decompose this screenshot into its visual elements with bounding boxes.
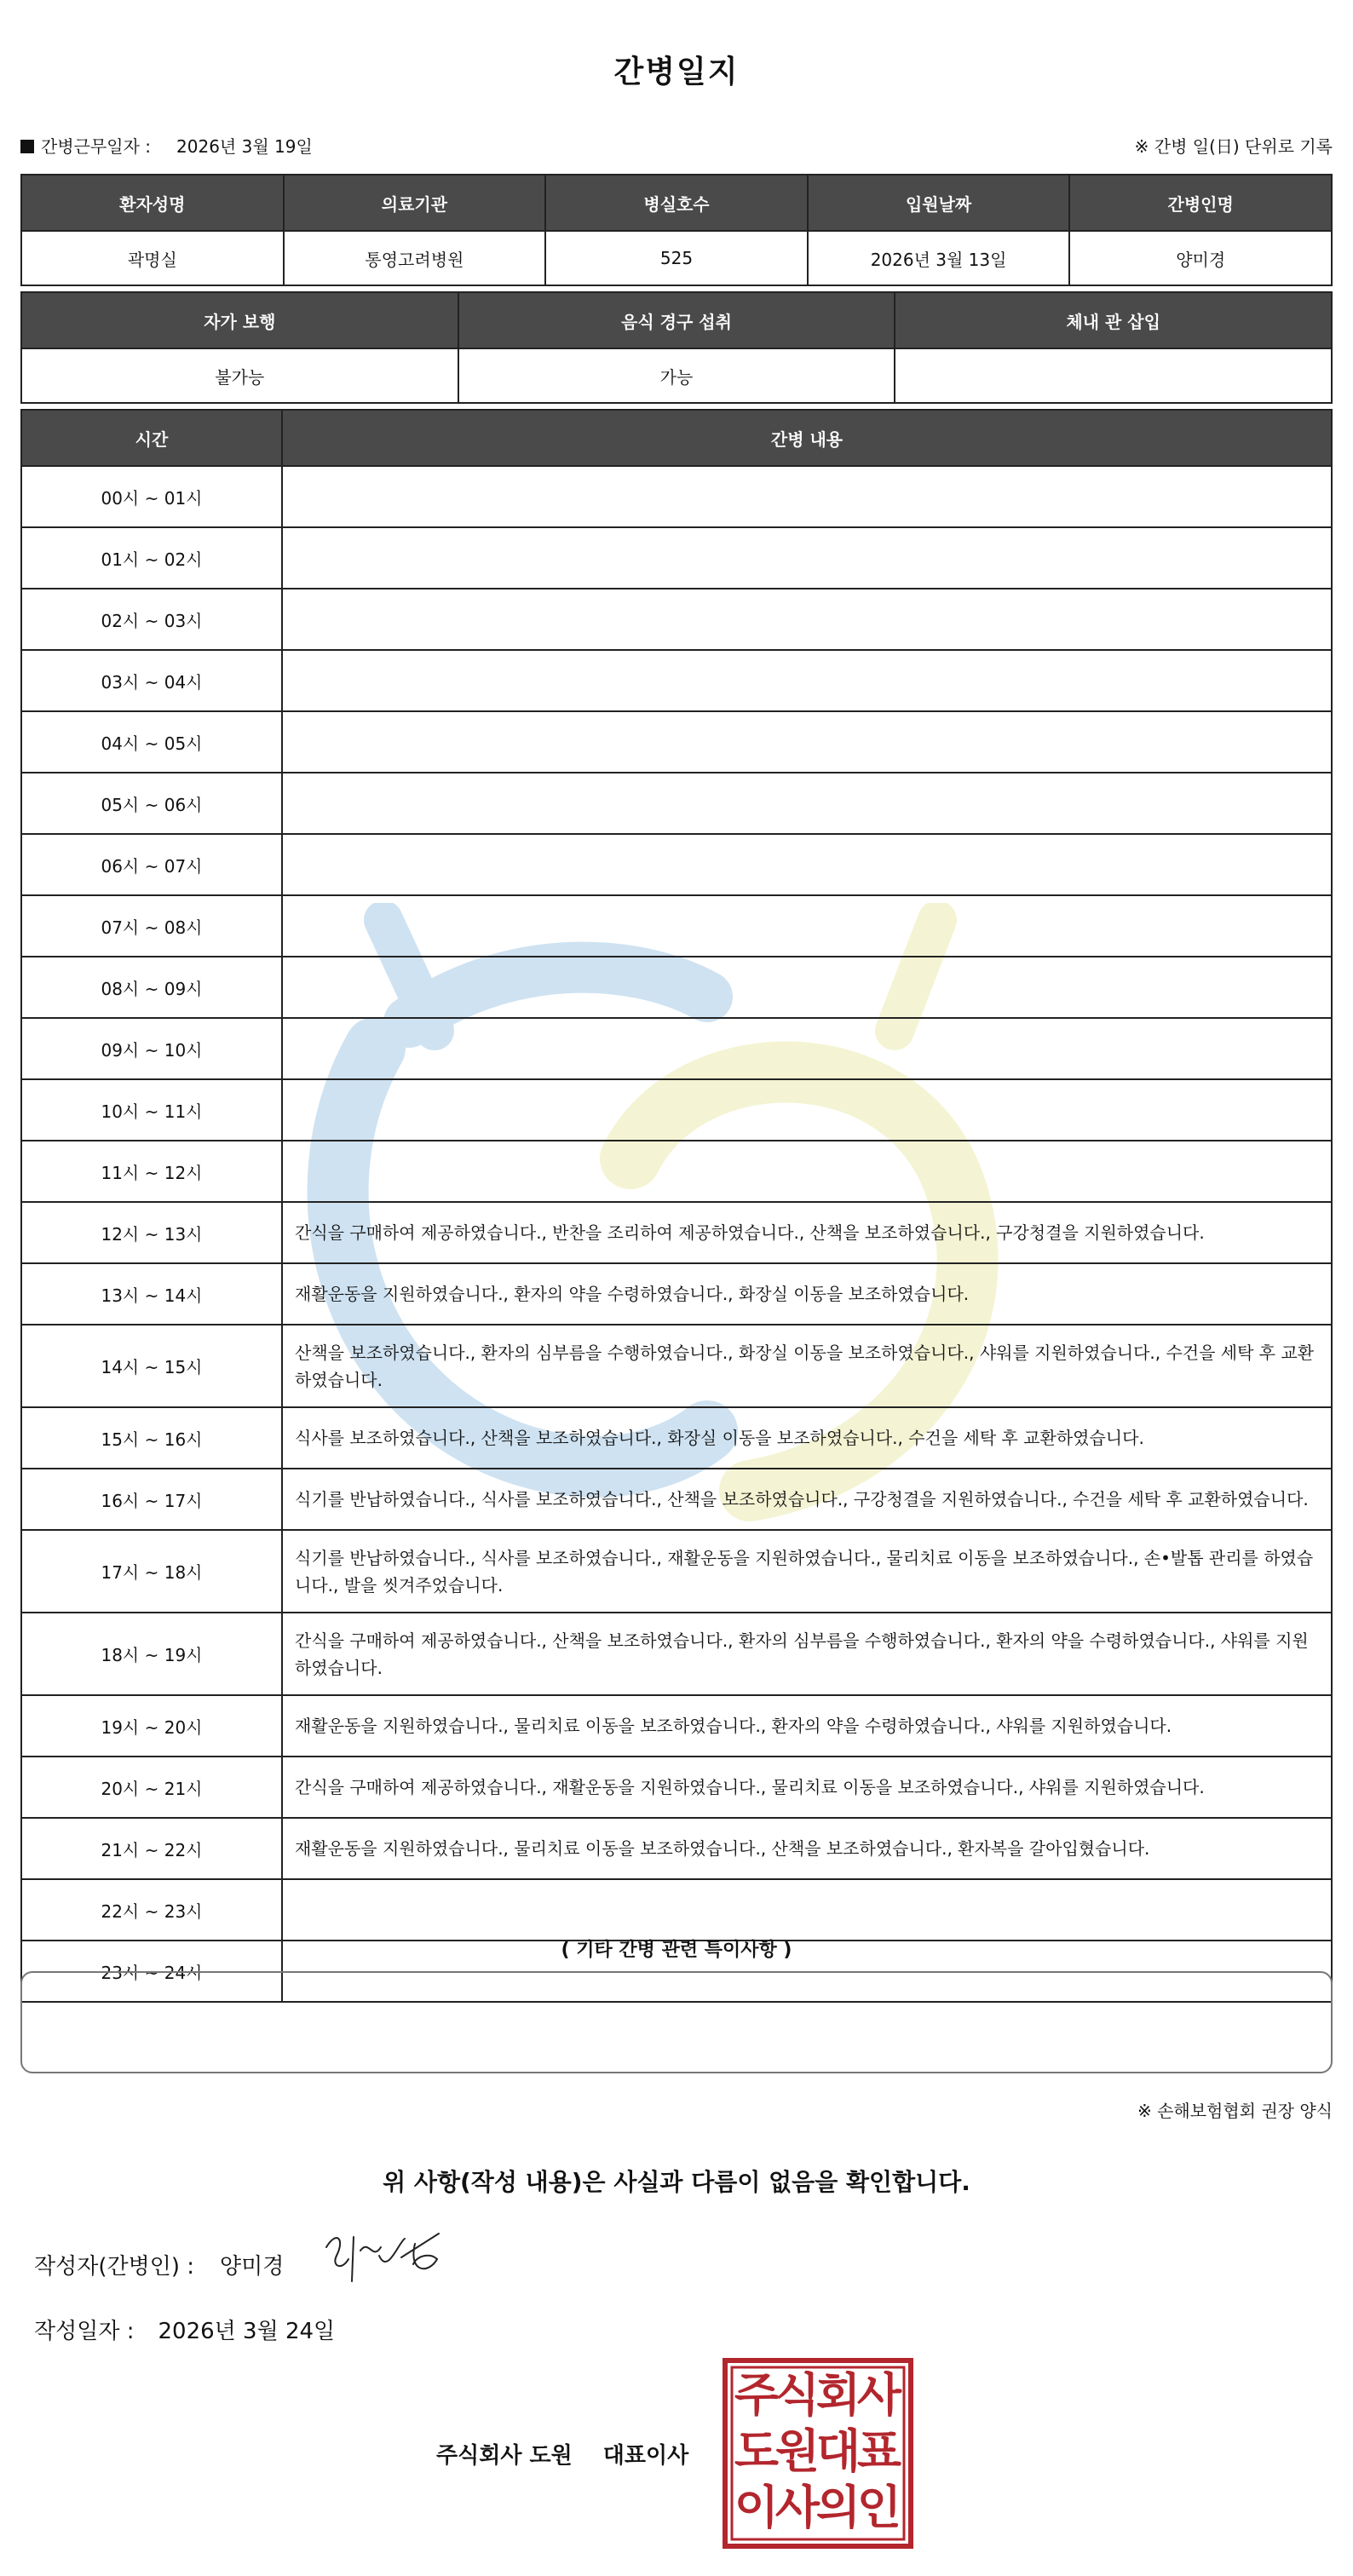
work-date-value: 2026년 3월 19일 xyxy=(176,136,313,157)
log-row xyxy=(21,1818,1332,1879)
confirmation-statement: 위 사항(작성 내용)은 사실과 다름이 없음을 확인합니다. xyxy=(383,2168,970,2196)
patient-header-admission: 입원날짜 xyxy=(808,175,1070,231)
handwritten-signature xyxy=(320,2222,447,2290)
patient-header-room: 병실호수 xyxy=(545,175,808,231)
log-row xyxy=(21,1879,1332,1941)
log-time-cell: 17시 ~ 18시 xyxy=(21,1530,282,1613)
log-row xyxy=(21,834,1332,895)
log-content-cell: 산책을 보조하였습니다., 환자의 심부름을 수행하였습니다., 화장실 이동을 보조하였습니다., 샤워를 지원하였습니다., 수건을 세탁 후 교환하였습니다. xyxy=(282,1325,1332,1407)
status-header-walking: 자가 보행 xyxy=(21,292,458,348)
log-content-cell xyxy=(282,834,1332,895)
log-row xyxy=(21,1530,1332,1613)
status-header-tube: 체내 관 삽입 xyxy=(895,292,1332,348)
log-time-cell: 09시 ~ 10시 xyxy=(21,1018,282,1079)
log-content-cell: 간식을 구매하여 제공하였습니다., 재활운동을 지원하였습니다., 물리치료 이동을 보조하였습니다., 샤워를 지원하였습니다. xyxy=(282,1757,1332,1818)
log-time-cell: 19시 ~ 20시 xyxy=(21,1695,282,1757)
hospital-value: 통영고려병원 xyxy=(284,231,546,285)
log-time-cell: 21시 ~ 22시 xyxy=(21,1818,282,1879)
status-header-row xyxy=(21,292,1332,348)
log-row xyxy=(21,527,1332,589)
patient-name-value: 곽명실 xyxy=(21,231,284,285)
log-content-cell: 재활운동을 지원하였습니다., 물리치료 이동을 보조하였습니다., 산책을 보조하였습니다., 환자복을 갈아입혔습니다. xyxy=(282,1818,1332,1879)
log-time-cell: 14시 ~ 15시 xyxy=(21,1325,282,1407)
log-time-cell: 22시 ~ 23시 xyxy=(21,1879,282,1941)
seal-character: 사 xyxy=(856,2368,902,2422)
log-content-cell: 간식을 구매하여 제공하였습니다., 산책을 보조하였습니다., 환자의 심부름을 수행하였습니다., 환자의 약을 수령하였습니다., 샤워를 지원하였습니다. xyxy=(282,1613,1332,1695)
log-row xyxy=(21,1407,1332,1469)
log-time-cell: 03시 ~ 04시 xyxy=(21,650,282,711)
log-row xyxy=(21,589,1332,650)
log-header-row xyxy=(21,410,1332,466)
log-row xyxy=(21,1141,1332,1202)
log-content-cell xyxy=(282,650,1332,711)
log-header-time: 시간 xyxy=(21,410,282,466)
written-date-label: 작성일자 : xyxy=(34,2319,135,2344)
log-time-cell: 18시 ~ 19시 xyxy=(21,1613,282,1695)
room-number-value: 525 xyxy=(545,231,808,285)
log-time-cell: 13시 ~ 14시 xyxy=(21,1263,282,1325)
log-time-cell: 06시 ~ 07시 xyxy=(21,834,282,895)
log-row xyxy=(21,1202,1332,1263)
company-signature-line xyxy=(436,2438,688,2470)
log-row xyxy=(21,773,1332,834)
seal-character: 인 xyxy=(856,2481,902,2534)
seal-character: 대 xyxy=(815,2424,861,2478)
log-content-cell: 식기를 반납하였습니다., 식사를 보조하였습니다., 산책을 보조하였습니다., 구강청결을 지원하였습니다., 수건을 세탁 후 교환하였습니다. xyxy=(282,1469,1332,1530)
status-header-oral-intake: 음식 경구 섭취 xyxy=(458,292,895,348)
seal-character: 사 xyxy=(774,2481,820,2534)
written-date-line xyxy=(34,2314,335,2345)
patient-header-hospital: 의료기관 xyxy=(284,175,546,231)
log-row xyxy=(21,650,1332,711)
patient-header-caregiver: 간병인명 xyxy=(1069,175,1332,231)
log-row xyxy=(21,895,1332,957)
log-row xyxy=(21,1757,1332,1818)
square-bullet-icon xyxy=(20,140,34,153)
log-row xyxy=(21,1079,1332,1141)
log-time-cell: 10시 ~ 11시 xyxy=(21,1079,282,1141)
log-content-cell xyxy=(282,527,1332,589)
record-unit-note: ※ 간병 일(日) 단위로 기록 xyxy=(1134,136,1333,157)
log-time-cell: 11시 ~ 12시 xyxy=(21,1141,282,1202)
remarks-title: ( 기타 간병 관련 특이사항 ) xyxy=(561,1940,792,1961)
log-content-cell xyxy=(282,957,1332,1018)
form-source-note: ※ 손해보험협회 권장 양식 xyxy=(1137,2101,1333,2121)
log-row xyxy=(21,1018,1332,1079)
log-row xyxy=(21,1695,1332,1757)
document-title: 간병일지 xyxy=(613,55,740,89)
log-content-cell: 식기를 반납하였습니다., 식사를 보조하였습니다., 재활운동을 지원하였습니다., 물리치료 이동을 보조하였습니다., 손•발톱 관리를 하였습니다., 발을 씻겨주었습니다. xyxy=(282,1530,1332,1613)
log-content-cell xyxy=(282,1141,1332,1202)
status-value-row xyxy=(21,348,1332,403)
seal-character: 회 xyxy=(815,2368,861,2422)
seal-character: 도 xyxy=(734,2424,780,2478)
log-time-cell: 00시 ~ 01시 xyxy=(21,466,282,527)
seal-character: 주 xyxy=(734,2368,780,2422)
log-content-cell xyxy=(282,895,1332,957)
log-content-cell xyxy=(282,1018,1332,1079)
log-time-cell: 07시 ~ 08시 xyxy=(21,895,282,957)
writer-name: 양미경 xyxy=(220,2254,285,2280)
log-time-cell: 15시 ~ 16시 xyxy=(21,1407,282,1469)
oral-intake-value: 가능 xyxy=(458,348,895,403)
log-row xyxy=(21,1325,1332,1407)
seal-character: 표 xyxy=(856,2424,902,2478)
log-row xyxy=(21,466,1332,527)
company-seal-stamp xyxy=(723,2358,913,2549)
log-content-cell: 재활운동을 지원하였습니다., 환자의 약을 수령하였습니다., 화장실 이동을 보조하였습니다. xyxy=(282,1263,1332,1325)
log-content-cell: 간식을 구매하여 제공하였습니다., 반찬을 조리하여 제공하였습니다., 산책을 보조하였습니다., 구강청결을 지원하였습니다. xyxy=(282,1202,1332,1263)
log-content-cell xyxy=(282,466,1332,527)
patient-status-table xyxy=(20,291,1333,404)
log-row xyxy=(21,711,1332,773)
log-time-cell: 23시 ~ 24시 xyxy=(21,1941,282,2002)
seal-character: 의 xyxy=(815,2481,861,2534)
written-date-value: 2026년 3월 24일 xyxy=(158,2319,336,2344)
log-content-cell xyxy=(282,1079,1332,1141)
log-time-cell: 20시 ~ 21시 xyxy=(21,1757,282,1818)
log-time-cell: 08시 ~ 09시 xyxy=(21,957,282,1018)
seal-lettering xyxy=(734,2368,902,2534)
seal-character: 이 xyxy=(734,2481,780,2534)
log-content-cell xyxy=(282,589,1332,650)
admission-date-value: 2026년 3월 13일 xyxy=(808,231,1070,285)
log-time-cell: 04시 ~ 05시 xyxy=(21,711,282,773)
caregiver-name-value: 양미경 xyxy=(1069,231,1332,285)
log-row xyxy=(21,1469,1332,1530)
log-content-cell xyxy=(282,773,1332,834)
log-time-cell: 05시 ~ 06시 xyxy=(21,773,282,834)
patient-info-table xyxy=(20,174,1333,286)
log-content-cell: 재활운동을 지원하였습니다., 물리치료 이동을 보조하였습니다., 환자의 약을 수령하였습니다., 샤워를 지원하였습니다. xyxy=(282,1695,1332,1757)
seal-character: 원 xyxy=(774,2424,820,2478)
log-body xyxy=(21,466,1332,2002)
patient-header-row xyxy=(21,175,1332,231)
log-row xyxy=(21,1263,1332,1325)
log-time-cell: 02시 ~ 03시 xyxy=(21,589,282,650)
work-date-label: 간병근무일자 : xyxy=(41,136,152,157)
seal-character: 식 xyxy=(774,2368,820,2422)
writer-label: 작성자(간병인) : xyxy=(34,2254,195,2280)
walking-value: 불가능 xyxy=(21,348,458,403)
log-time-cell: 16시 ~ 17시 xyxy=(21,1469,282,1530)
log-time-cell: 01시 ~ 02시 xyxy=(21,527,282,589)
patient-value-row xyxy=(21,231,1332,285)
writer-line xyxy=(34,2249,284,2280)
work-date-line xyxy=(20,133,313,158)
company-ceo-title: 대표이사 xyxy=(602,2443,689,2469)
log-row xyxy=(21,1613,1332,1695)
log-content-cell xyxy=(282,711,1332,773)
log-content-cell: 식사를 보조하였습니다., 산책을 보조하였습니다., 화장실 이동을 보조하였습니다., 수건을 세탁 후 교환하였습니다. xyxy=(282,1407,1332,1469)
remarks-box xyxy=(20,1971,1333,2073)
company-name: 주식회사 도원 xyxy=(436,2443,573,2469)
patient-header-name: 환자성명 xyxy=(21,175,284,231)
log-header-content: 간병 내용 xyxy=(282,410,1332,466)
log-time-cell: 12시 ~ 13시 xyxy=(21,1202,282,1263)
log-content-cell xyxy=(282,1879,1332,1941)
tube-value xyxy=(895,348,1332,403)
care-log-table xyxy=(20,409,1333,2003)
log-row xyxy=(21,957,1332,1018)
